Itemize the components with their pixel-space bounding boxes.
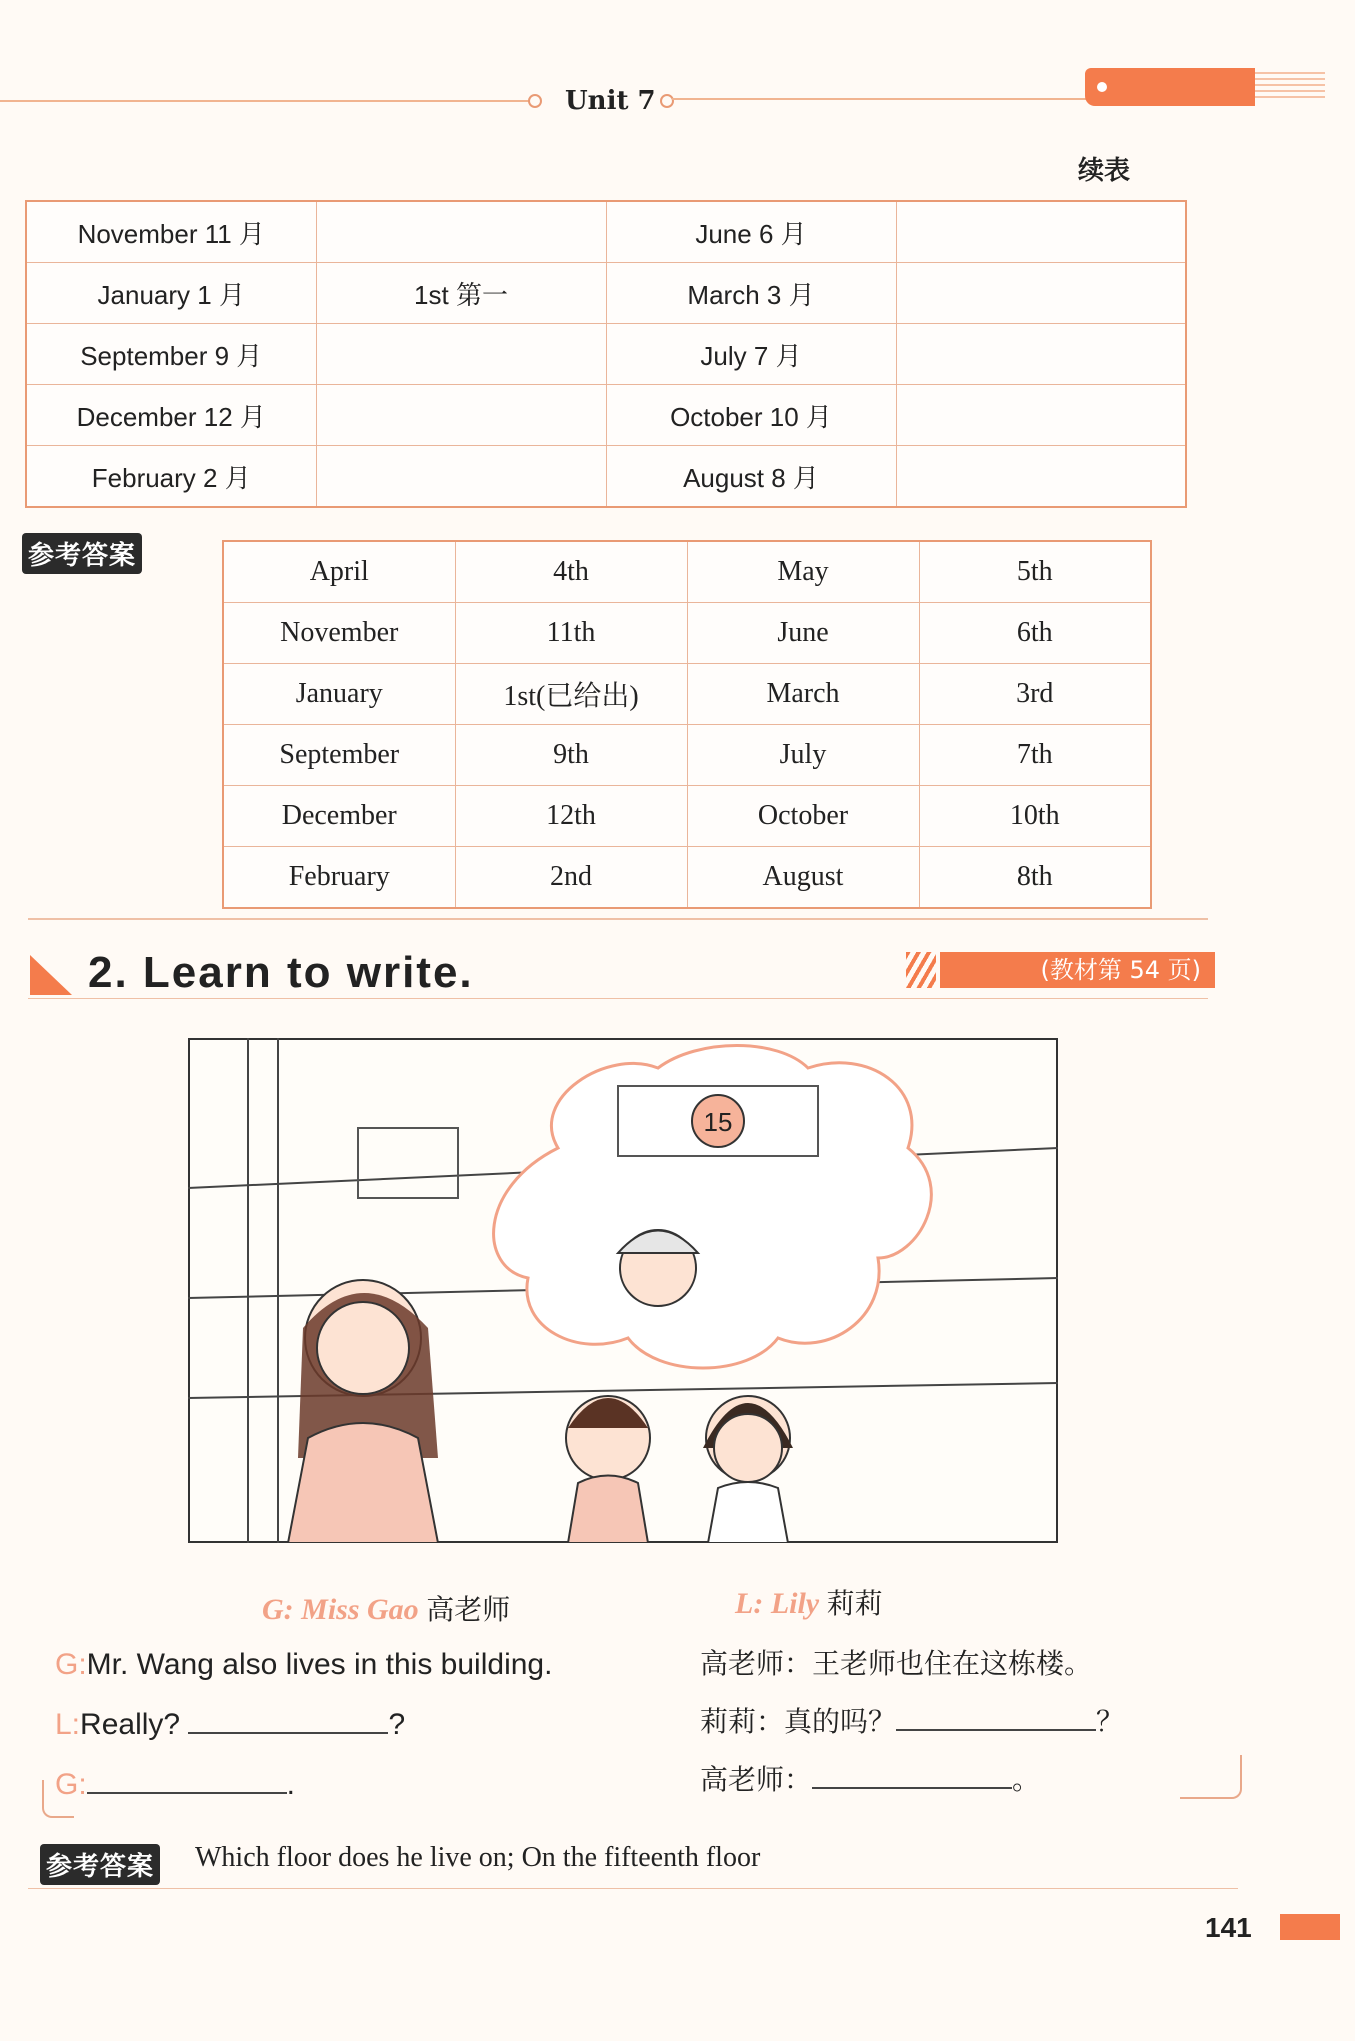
table-cell: June 6 月 — [606, 201, 896, 263]
table-cell: November — [223, 603, 455, 664]
header-rule-right — [672, 98, 1087, 100]
table-cell: 12th — [455, 786, 687, 847]
table-row — [26, 385, 1186, 446]
answer-badge: 参考答案 — [22, 533, 142, 574]
table-cell: 3rd — [919, 664, 1151, 725]
table-cell: 11th — [455, 603, 687, 664]
table-cell: April — [223, 541, 455, 603]
table-cell: May — [687, 541, 919, 603]
section-marker-icon — [30, 955, 72, 995]
table-cell — [316, 324, 606, 385]
table-cell: December — [223, 786, 455, 847]
punctuation: 。 — [1012, 1763, 1041, 1796]
dialogue-line-1 — [55, 1648, 552, 1682]
table-cell: 2nd — [455, 847, 687, 909]
floor-number: 15 — [703, 1107, 733, 1137]
header-stripes — [1255, 72, 1325, 102]
table-cell — [316, 385, 606, 446]
table-cell: 10th — [919, 786, 1151, 847]
table-cell — [896, 446, 1186, 508]
dialogue-line-2 — [55, 1708, 405, 1742]
table-cell: September 9 月 — [26, 324, 316, 385]
cn-text: 高老师： — [700, 1763, 813, 1796]
table-row — [223, 541, 1151, 603]
cn-line-3 — [700, 1758, 1040, 1798]
table-row — [223, 786, 1151, 847]
table-cell: 6th — [919, 603, 1151, 664]
table-cell: August — [687, 847, 919, 909]
continued-label: 续表 — [1078, 156, 1131, 186]
speaker-lily — [735, 1582, 883, 1622]
table-cell: February 2 月 — [26, 446, 316, 508]
speaker-tag: G: — [55, 1768, 87, 1801]
speaker-gao-cn: 高老师 — [426, 1593, 511, 1626]
table-cell: January — [223, 664, 455, 725]
table-cell — [896, 324, 1186, 385]
answer-badge: 参考答案 — [40, 1844, 160, 1885]
table-cell: March — [687, 664, 919, 725]
page-number: 141 — [1205, 1912, 1252, 1943]
header-dot-right — [660, 94, 674, 108]
table-cell: 9th — [455, 725, 687, 786]
section-underline — [28, 998, 1208, 999]
table-cell — [896, 263, 1186, 324]
answer-blank[interactable] — [812, 1765, 1012, 1789]
answer-text: Which floor does he live on; On the fifteenth floor — [195, 1842, 761, 1873]
table-cell — [316, 446, 606, 508]
answer-table — [222, 540, 1152, 909]
footer-rule — [28, 1888, 1238, 1889]
answer-blank[interactable] — [188, 1710, 388, 1734]
unit-title: Unit 7 — [565, 86, 656, 116]
dialogue-text: Really? — [80, 1708, 181, 1741]
table-cell: February — [223, 847, 455, 909]
dialogue-line-3 — [55, 1768, 295, 1802]
cn-text: 莉莉：真的吗？ — [700, 1705, 897, 1738]
table-cell: October 10 月 — [606, 385, 896, 446]
speaker-gao-en: G: Miss Gao — [262, 1593, 419, 1626]
table-cell — [896, 385, 1186, 446]
section-title: 2. Learn to write. — [88, 948, 474, 997]
table-row — [26, 446, 1186, 508]
header-tab — [1085, 68, 1255, 106]
cn-line-1: 高老师：王老师也住在这栋楼。 — [700, 1647, 1093, 1680]
cn-line-2 — [700, 1700, 1124, 1740]
table-cell: August 8 月 — [606, 446, 896, 508]
table-cell: July 7 月 — [606, 324, 896, 385]
speaker-lily-cn: 莉莉 — [826, 1587, 883, 1620]
answer-blank[interactable] — [896, 1707, 1096, 1731]
table-row — [223, 725, 1151, 786]
month-table — [25, 200, 1187, 508]
table-cell: January 1 月 — [26, 263, 316, 324]
table-row — [223, 603, 1151, 664]
table-cell: 7th — [919, 725, 1151, 786]
table-cell: 8th — [919, 847, 1151, 909]
table-cell: June — [687, 603, 919, 664]
punctuation: ? — [388, 1708, 406, 1741]
table-cell: 5th — [919, 541, 1151, 603]
punctuation: . — [286, 1768, 296, 1801]
speaker-lily-en: L: Lily — [735, 1587, 820, 1620]
bracket-left — [42, 1780, 74, 1818]
speaker-tag: G: — [55, 1648, 87, 1681]
section-divider — [28, 918, 1208, 920]
header-dot-left — [528, 94, 542, 108]
table-row — [26, 324, 1186, 385]
bracket-right — [1180, 1755, 1242, 1799]
table-row — [26, 263, 1186, 324]
scene-illustration — [188, 1038, 1058, 1543]
table-cell — [896, 201, 1186, 263]
table-cell: September — [223, 725, 455, 786]
textbook-page-ref: (教材第 54 页) — [940, 952, 1215, 988]
table-cell: 4th — [455, 541, 687, 603]
dialogue-text: Mr. Wang also lives in this building. — [86, 1648, 553, 1681]
table-row — [26, 201, 1186, 263]
table-cell: 1st(已给出) — [455, 664, 687, 725]
table-cell: 1st 第一 — [316, 263, 606, 324]
table-row — [223, 664, 1151, 725]
punctuation: ？ — [1096, 1705, 1125, 1738]
page-tab — [1280, 1914, 1340, 1940]
speaker-gao — [262, 1588, 510, 1628]
table-row — [223, 847, 1151, 909]
table-cell — [316, 201, 606, 263]
table-cell: November 11 月 — [26, 201, 316, 263]
table-cell: December 12 月 — [26, 385, 316, 446]
table-cell: July — [687, 725, 919, 786]
table-cell: March 3 月 — [606, 263, 896, 324]
speaker-tag: L: — [55, 1708, 81, 1741]
answer-blank[interactable] — [87, 1770, 287, 1794]
header-rule-left — [0, 100, 530, 102]
table-cell: October — [687, 786, 919, 847]
